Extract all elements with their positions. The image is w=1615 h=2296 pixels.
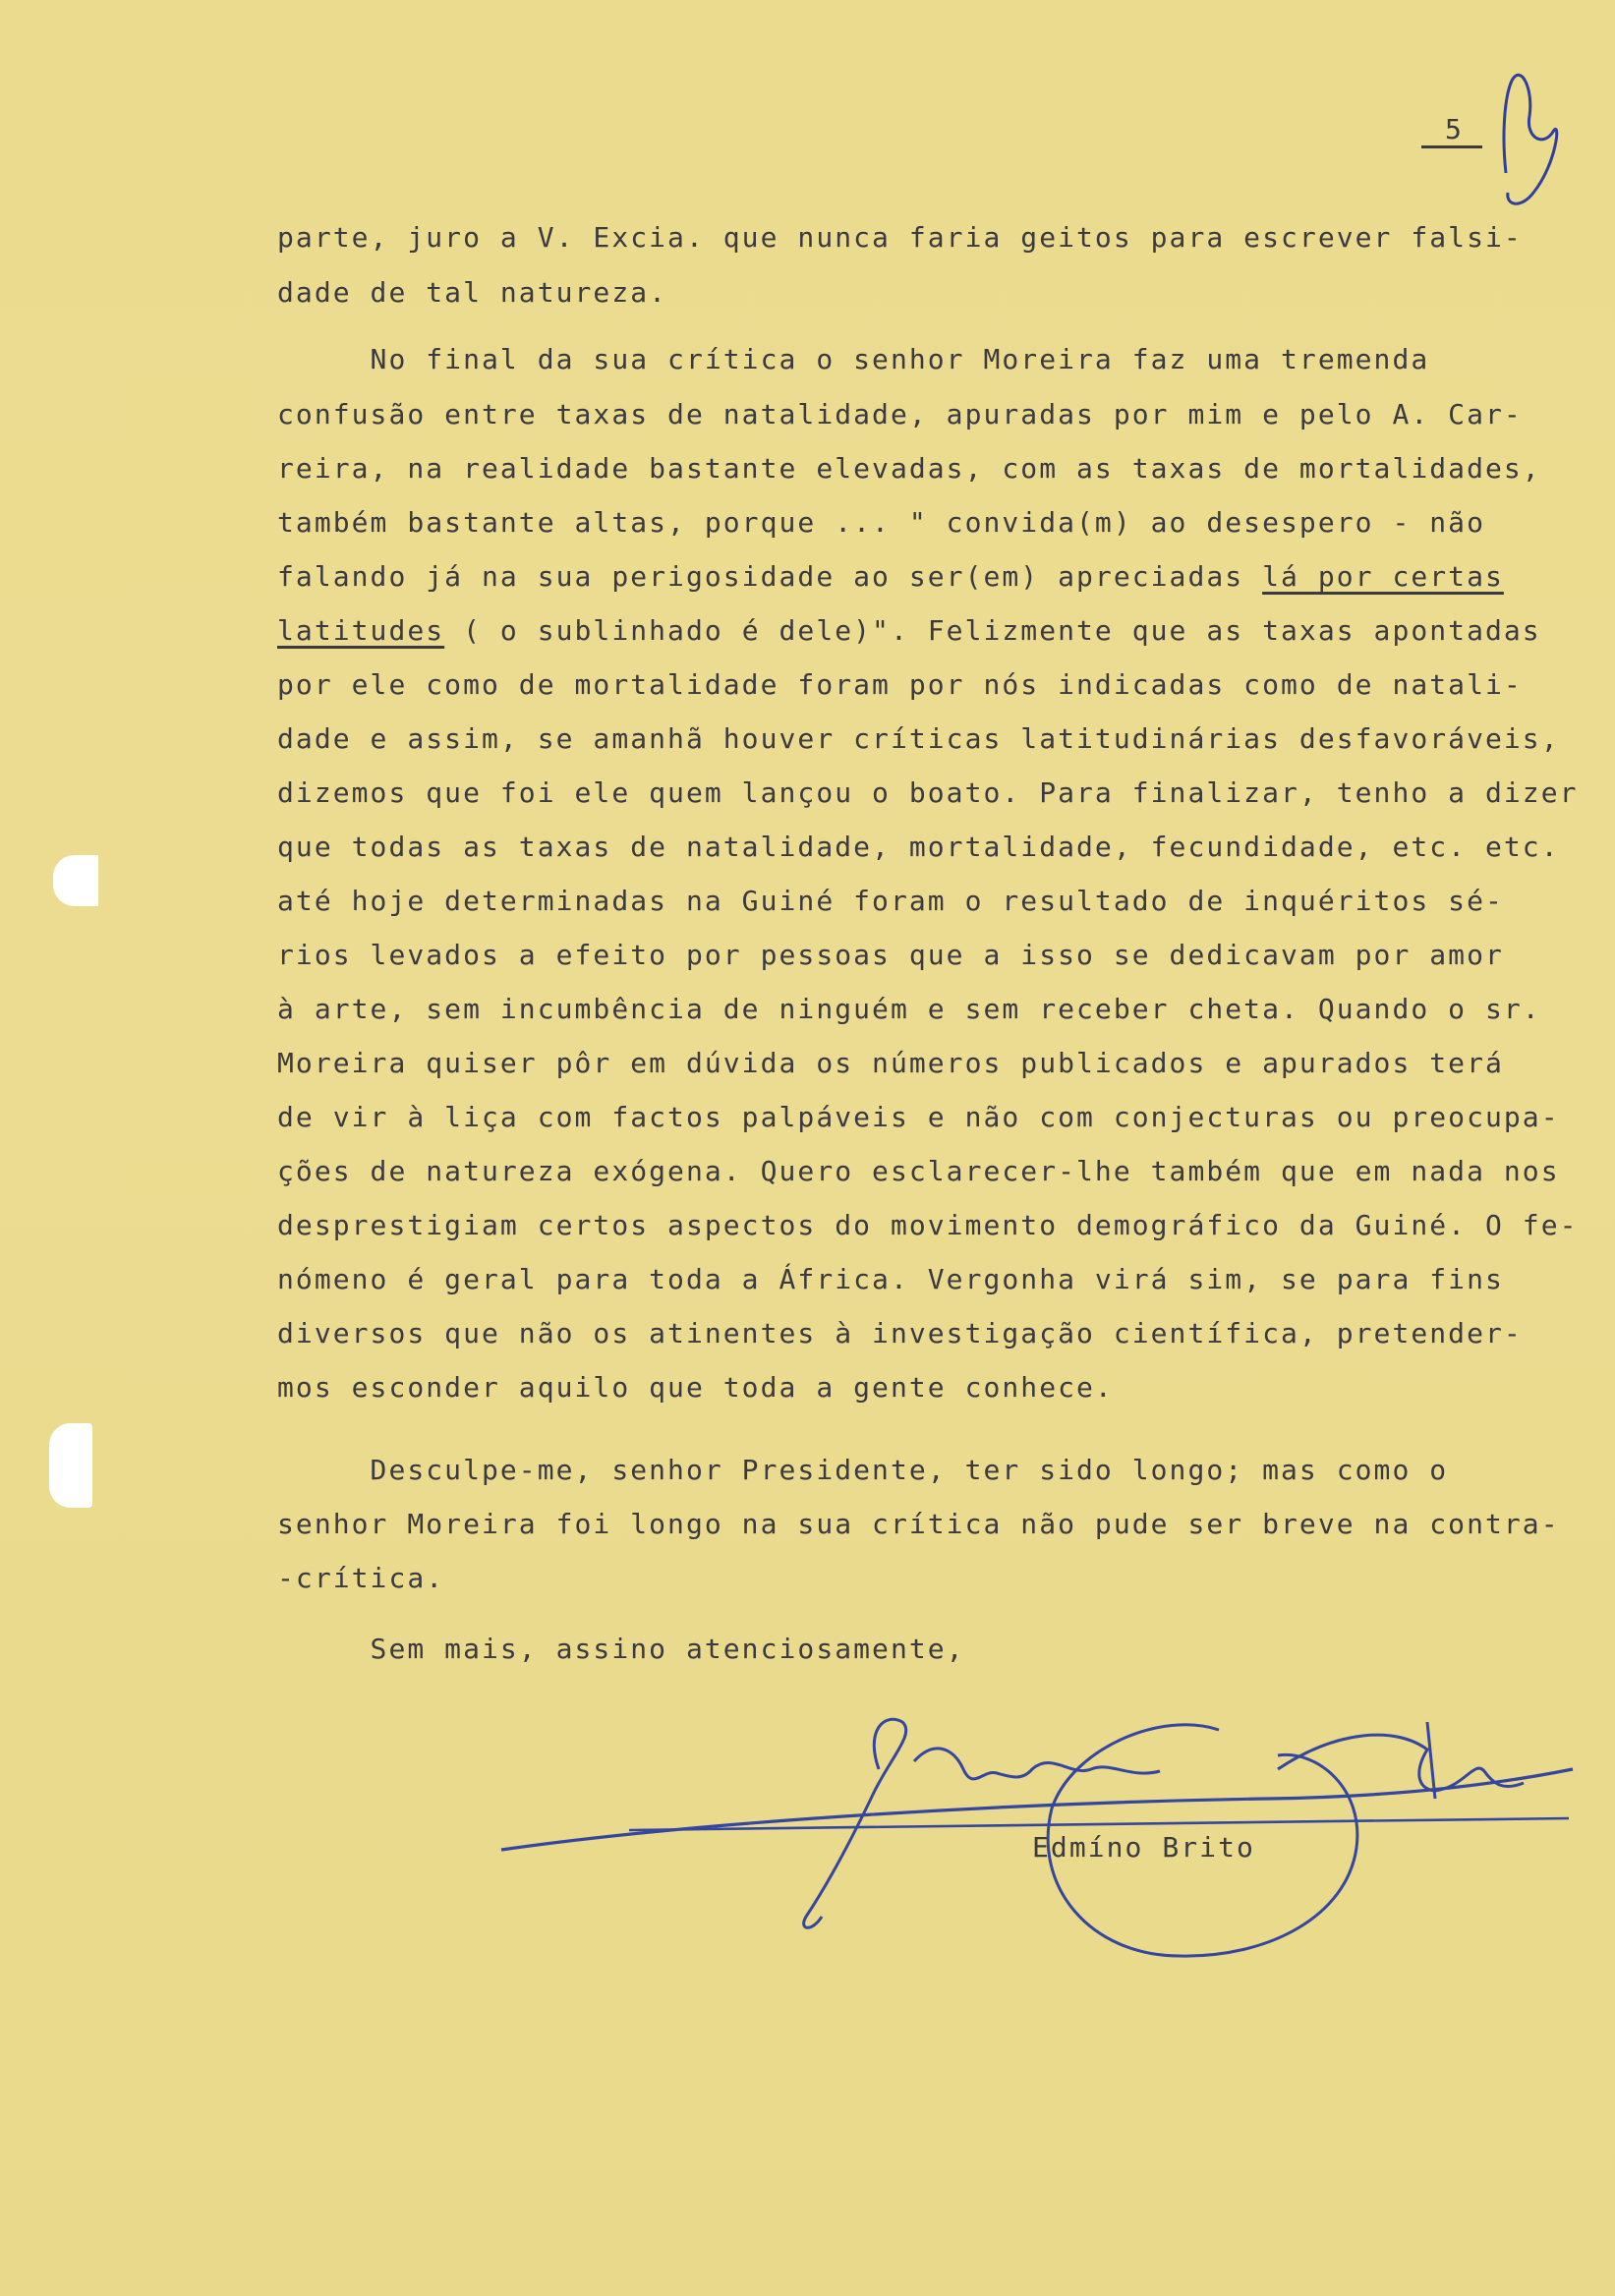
text-line-13: até hoje determinadas na Guiné foram o resultado de inquéritos sé- [277, 885, 1504, 917]
text-line-4: confusão entre taxas de natalidade, apuradas por mim e pelo A. Car- [277, 398, 1523, 430]
text-line-11: dizemos que foi ele quem lançou o boato. Para finalizar, tenho a dizer [277, 776, 1579, 809]
underlined-phrase-1: lá por certas [1262, 560, 1504, 593]
text-line-21: diversos que não os atinentes à investigação científica, pretender- [277, 1317, 1523, 1349]
text-line-24: senhor Moreira foi longo na sua crítica não pude ser breve na contra- [277, 1508, 1560, 1540]
text-line-2: dade de tal natureza. [277, 276, 668, 309]
text-line-9: por ele como de mortalidade foram por nós indicadas como de natali- [277, 668, 1523, 701]
text-line-17: de vir à liça com factos palpáveis e não com conjecturas ou preocupa- [277, 1101, 1560, 1133]
page-number: 5 [1445, 113, 1464, 145]
text-line-20: nómeno é geral para toda a África. Vergonha virá sim, se para fins [277, 1263, 1504, 1295]
text-line-19: desprestigiam certos aspectos do movimento demográfico da Guiné. O fe- [277, 1209, 1579, 1241]
underlined-phrase-2: latitudes [277, 614, 445, 647]
text-line-3: No final da sua crítica o senhor Moreira faz uma tremenda [277, 343, 1430, 375]
text-line-5: reira, na realidade bastante elevadas, com as taxas de mortalidades, [277, 452, 1541, 485]
text-line-12: que todas as taxas de natalidade, mortalidade, fecundidade, etc. etc. [277, 831, 1560, 863]
text-line-18: ções de natureza exógena. Quero esclarecer-lhe também que em nada nos [277, 1155, 1560, 1187]
text-line-16: Moreira quiser pôr em dúvida os números publicados e apurados terá [277, 1047, 1504, 1079]
text-line-8-rest: ( o sublinhado é dele)". Felizmente que as taxas apontadas [444, 614, 1541, 647]
text-line-25: -crítica. [277, 1562, 445, 1594]
text-line-1: parte, juro a V. Excia. que nunca faria geitos para escrever falsi- [277, 221, 1523, 254]
text-line-10: dade e assim, se amanhã houver críticas latitudinárias desfavoráveis, [277, 722, 1560, 755]
signatory-name: Edmíno Brito [1032, 1831, 1255, 1864]
text-line-7-main: falando já na sua perigosidade ao ser(em) apreciadas [277, 560, 1263, 593]
text-line-22: mos esconder aquilo que toda a gente conhece. [277, 1371, 1114, 1404]
text-line-15: à arte, sem incumbência de ninguém e sem receber cheta. Quando o sr. [277, 993, 1541, 1025]
text-line-23: Desculpe-me, senhor Presidente, ter sido longo; mas como o [277, 1454, 1449, 1486]
text-line-14: rios levados a efeito por pessoas que a isso se dedicavam por amor [277, 939, 1504, 971]
closing-line: Sem mais, assino atenciosamente, [277, 1633, 965, 1665]
text-line-6: também bastante altas, porque ... " convida(m) ao desespero - não [277, 506, 1485, 539]
